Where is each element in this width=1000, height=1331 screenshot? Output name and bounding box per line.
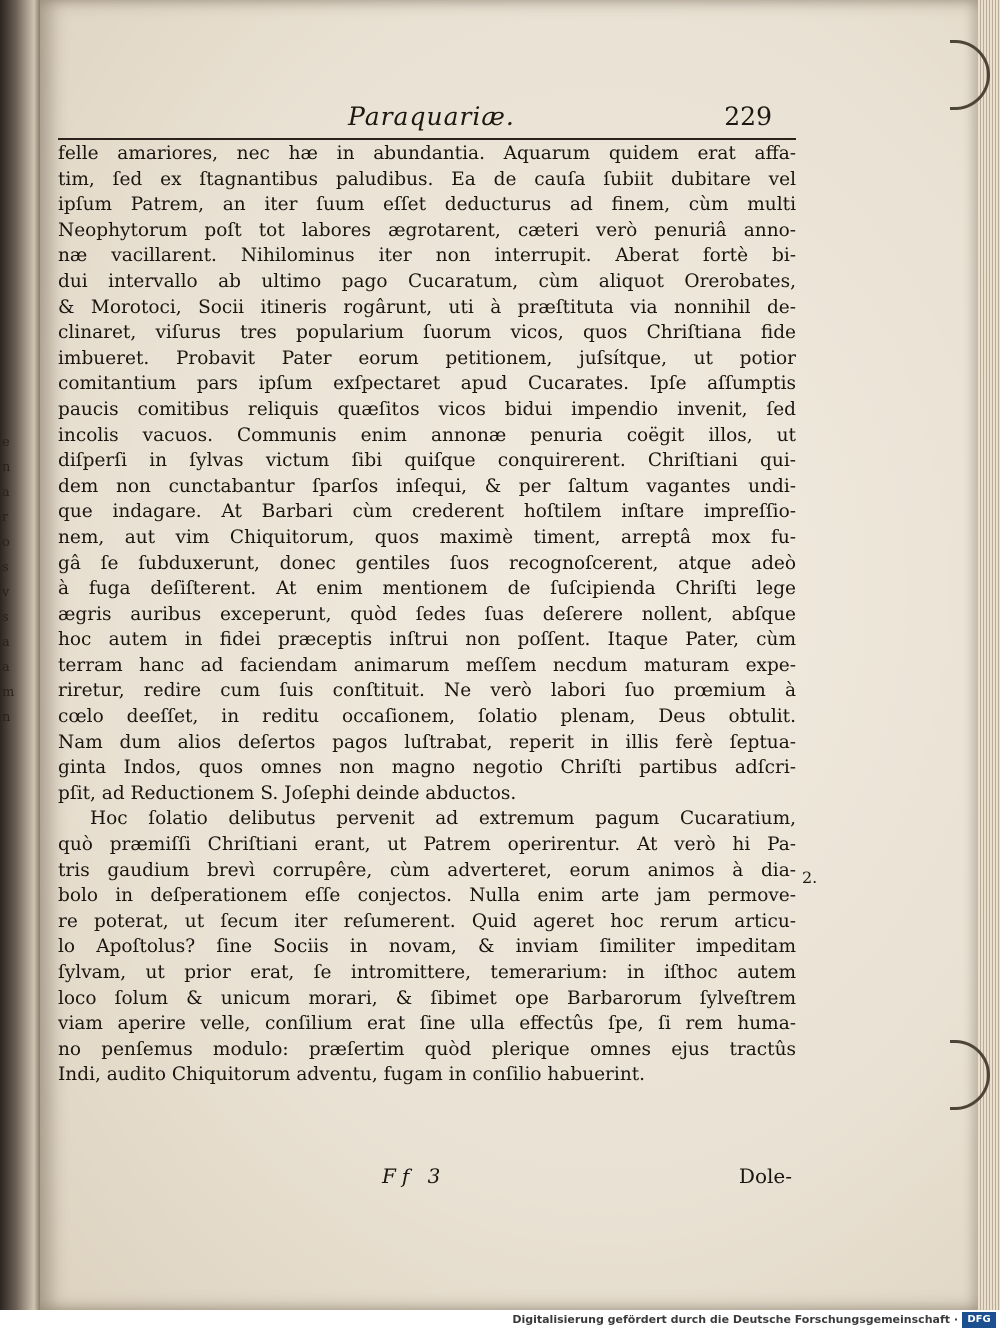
text-line: dui intervallo ab ultimo pago Cucaratum, cùm aliquot Orerobates, bbox=[58, 270, 796, 292]
text-line: no penſemus modulo: præſertim quòd plerique omnes ejus tractûs bbox=[58, 1038, 796, 1060]
margin-fragment: o bbox=[2, 535, 10, 550]
text-line: pſit, ad Reductionem S. Joſephi deinde abductos. bbox=[58, 782, 517, 804]
previous-page-edge bbox=[0, 0, 40, 1310]
text-line: que indagare. At Barbari cùm crederent hoſtilem inſtare impreſſio- bbox=[58, 501, 796, 523]
text-line: nem, aut vim Chiquitorum, quos maximè timent, arreptâ mox fu- bbox=[58, 526, 796, 548]
text-line: comitantium pars ipſum exſpectaret apud Cucarates. Ipſe aſſumptis bbox=[58, 373, 796, 395]
text-line: Nam dum alios deſertos pagos luſtrabat, reperit in illis ferè ſeptua- bbox=[58, 731, 796, 753]
text-line: gâ ſe ſubduxerunt, donec gentiles ſuos recognoſcerent, atque adeò bbox=[58, 552, 796, 574]
text-line: felle amariores, nec hæ in abundantia. Aquarum quidem erat affa- bbox=[58, 143, 796, 164]
running-title: Paraquariæ. bbox=[348, 102, 515, 131]
text-line: incolis vacuos. Communis enim annonæ penuria coëgit illos, ut bbox=[58, 424, 796, 446]
signature-mark: Ff 3 bbox=[382, 1164, 447, 1188]
margin-fragment: m bbox=[2, 685, 15, 700]
text-line: riretur, redire cum ſuis conſtituit. Ne verò labori ſuo prœmium à bbox=[58, 680, 796, 702]
body-text bbox=[58, 141, 796, 1088]
dfg-logo-icon: DFG bbox=[962, 1312, 996, 1328]
page-stack-edge bbox=[978, 0, 1000, 1310]
text-line: Indi, audito Chiquitorum adventu, fugam in conſilio habuerint. bbox=[58, 1064, 646, 1086]
margin-fragment: a bbox=[2, 635, 10, 650]
margin-fragment: n bbox=[2, 460, 11, 475]
text-line: Hoc ſolatio delibutus pervenit ad extremum pagum Cucaratium, bbox=[90, 808, 796, 830]
text-line: ipſum Patrem, an iter ſuum eſſet deducturus ad finem, cùm multi bbox=[58, 194, 796, 216]
text-line: dem non cunctabantur ſparſos inſequi, & per ſaltum vagantes undi- bbox=[58, 475, 796, 497]
header-rule bbox=[58, 138, 796, 140]
margin-fragment: e bbox=[2, 435, 10, 450]
text-line: cœlo deeſſet, in reditu occaſionem, ſolatio plenam, Deus obtulit. bbox=[58, 706, 796, 728]
text-line: imbueret. Probavit Pater eorum petitionem, juſsítque, ut potior bbox=[58, 347, 796, 369]
text-line: quò præmiſſi Chriſtiani erant, ut Patrem operirentur. At verò hi Pa- bbox=[58, 834, 796, 856]
page-number: 229 bbox=[724, 102, 772, 131]
page-header bbox=[58, 98, 796, 140]
text-line: hoc autem in fidei præceptis inſtrui non poſſent. Itaque Pater, cùm bbox=[58, 629, 796, 651]
text-line: loco ſolum & unicum morari, & ſibimet ope Barbarorum ſylveſtrem bbox=[58, 987, 796, 1009]
text-line: re poterat, ut ſecum iter reſumerent. Quid ageret hoc rerum articu- bbox=[58, 910, 796, 932]
text-line: bolo in deſperationem eſſe conjectos. Nulla enim arte jam permove- bbox=[58, 885, 796, 907]
catchword: Dole- bbox=[738, 1164, 792, 1188]
text-line: næ vacillarent. Nihilominus iter non interrupit. Aberat fortè bi- bbox=[58, 245, 796, 267]
margin-fragment: s bbox=[2, 610, 9, 625]
text-line: ginta Indos, quos omnes non magno negotio Chriſti partibus adſcri- bbox=[58, 757, 796, 779]
text-line: lo Apoſtolus? ſine Sociis in novam, & inviam ſimiliter impeditam bbox=[58, 936, 796, 958]
text-line: à fuga deſiſterent. At enim mentionem de ſuſcipienda Chriſti lege bbox=[58, 578, 796, 600]
margin-fragment: n bbox=[2, 710, 11, 725]
text-line: diſperſi in ſylvas victum ſibi quiſque conquirerent. Chriſtiani qui- bbox=[58, 450, 796, 472]
text-line: Neophytorum poſt tot labores ægrotarent, cæteri verò penuriâ anno- bbox=[58, 219, 796, 241]
funding-credit: Digitalisierung gefördert durch die Deutsche Forschungsgemeinschaft · bbox=[512, 1313, 958, 1326]
text-line: & Morotoci, Socii itineris rogârunt, uti à præſtituta via nonnihil de- bbox=[58, 296, 796, 318]
text-line: tris gaudium brevì corrupêre, cùm adverteret, eorum animos à dia- bbox=[58, 859, 796, 881]
text-line: tim, ſed ex ſtagnantibus paludibus. Ea de cauſa ſubiit dubitare vel bbox=[58, 168, 796, 190]
margin-fragment: a bbox=[2, 660, 10, 675]
page-footer bbox=[58, 1164, 796, 1194]
margin-fragment: a bbox=[2, 485, 10, 500]
text-line: terram hanc ad faciendam animarum meſſem necdum maturam expe- bbox=[58, 654, 796, 676]
margin-fragment: r bbox=[2, 510, 9, 525]
text-line: clinaret, viſurus tres popularium ſuorum vicos, quos Chriſtiana fide bbox=[58, 322, 796, 344]
margin-fragment: s bbox=[2, 560, 9, 575]
text-line: ſylvam, ut prior erat, ſe intromittere, temerarium: in iſthoc autem bbox=[58, 962, 796, 983]
credit-bar bbox=[0, 1310, 1000, 1331]
text-line: paucis comitibus reliquis quæſitos vicos bidui impendio invenit, ſed bbox=[58, 398, 796, 420]
margin-fragment: v bbox=[2, 585, 10, 600]
text-line: viam aperire velle, conſilium erat ſine ulla effectûs ſpe, ſi rem huma- bbox=[58, 1013, 796, 1035]
margin-note: 2. bbox=[802, 868, 818, 887]
previous-page-margin-fragments bbox=[2, 430, 20, 730]
text-line: ægris auribus exceperunt, quòd ſedes ſuas deſerere nollent, abſque bbox=[58, 603, 796, 625]
